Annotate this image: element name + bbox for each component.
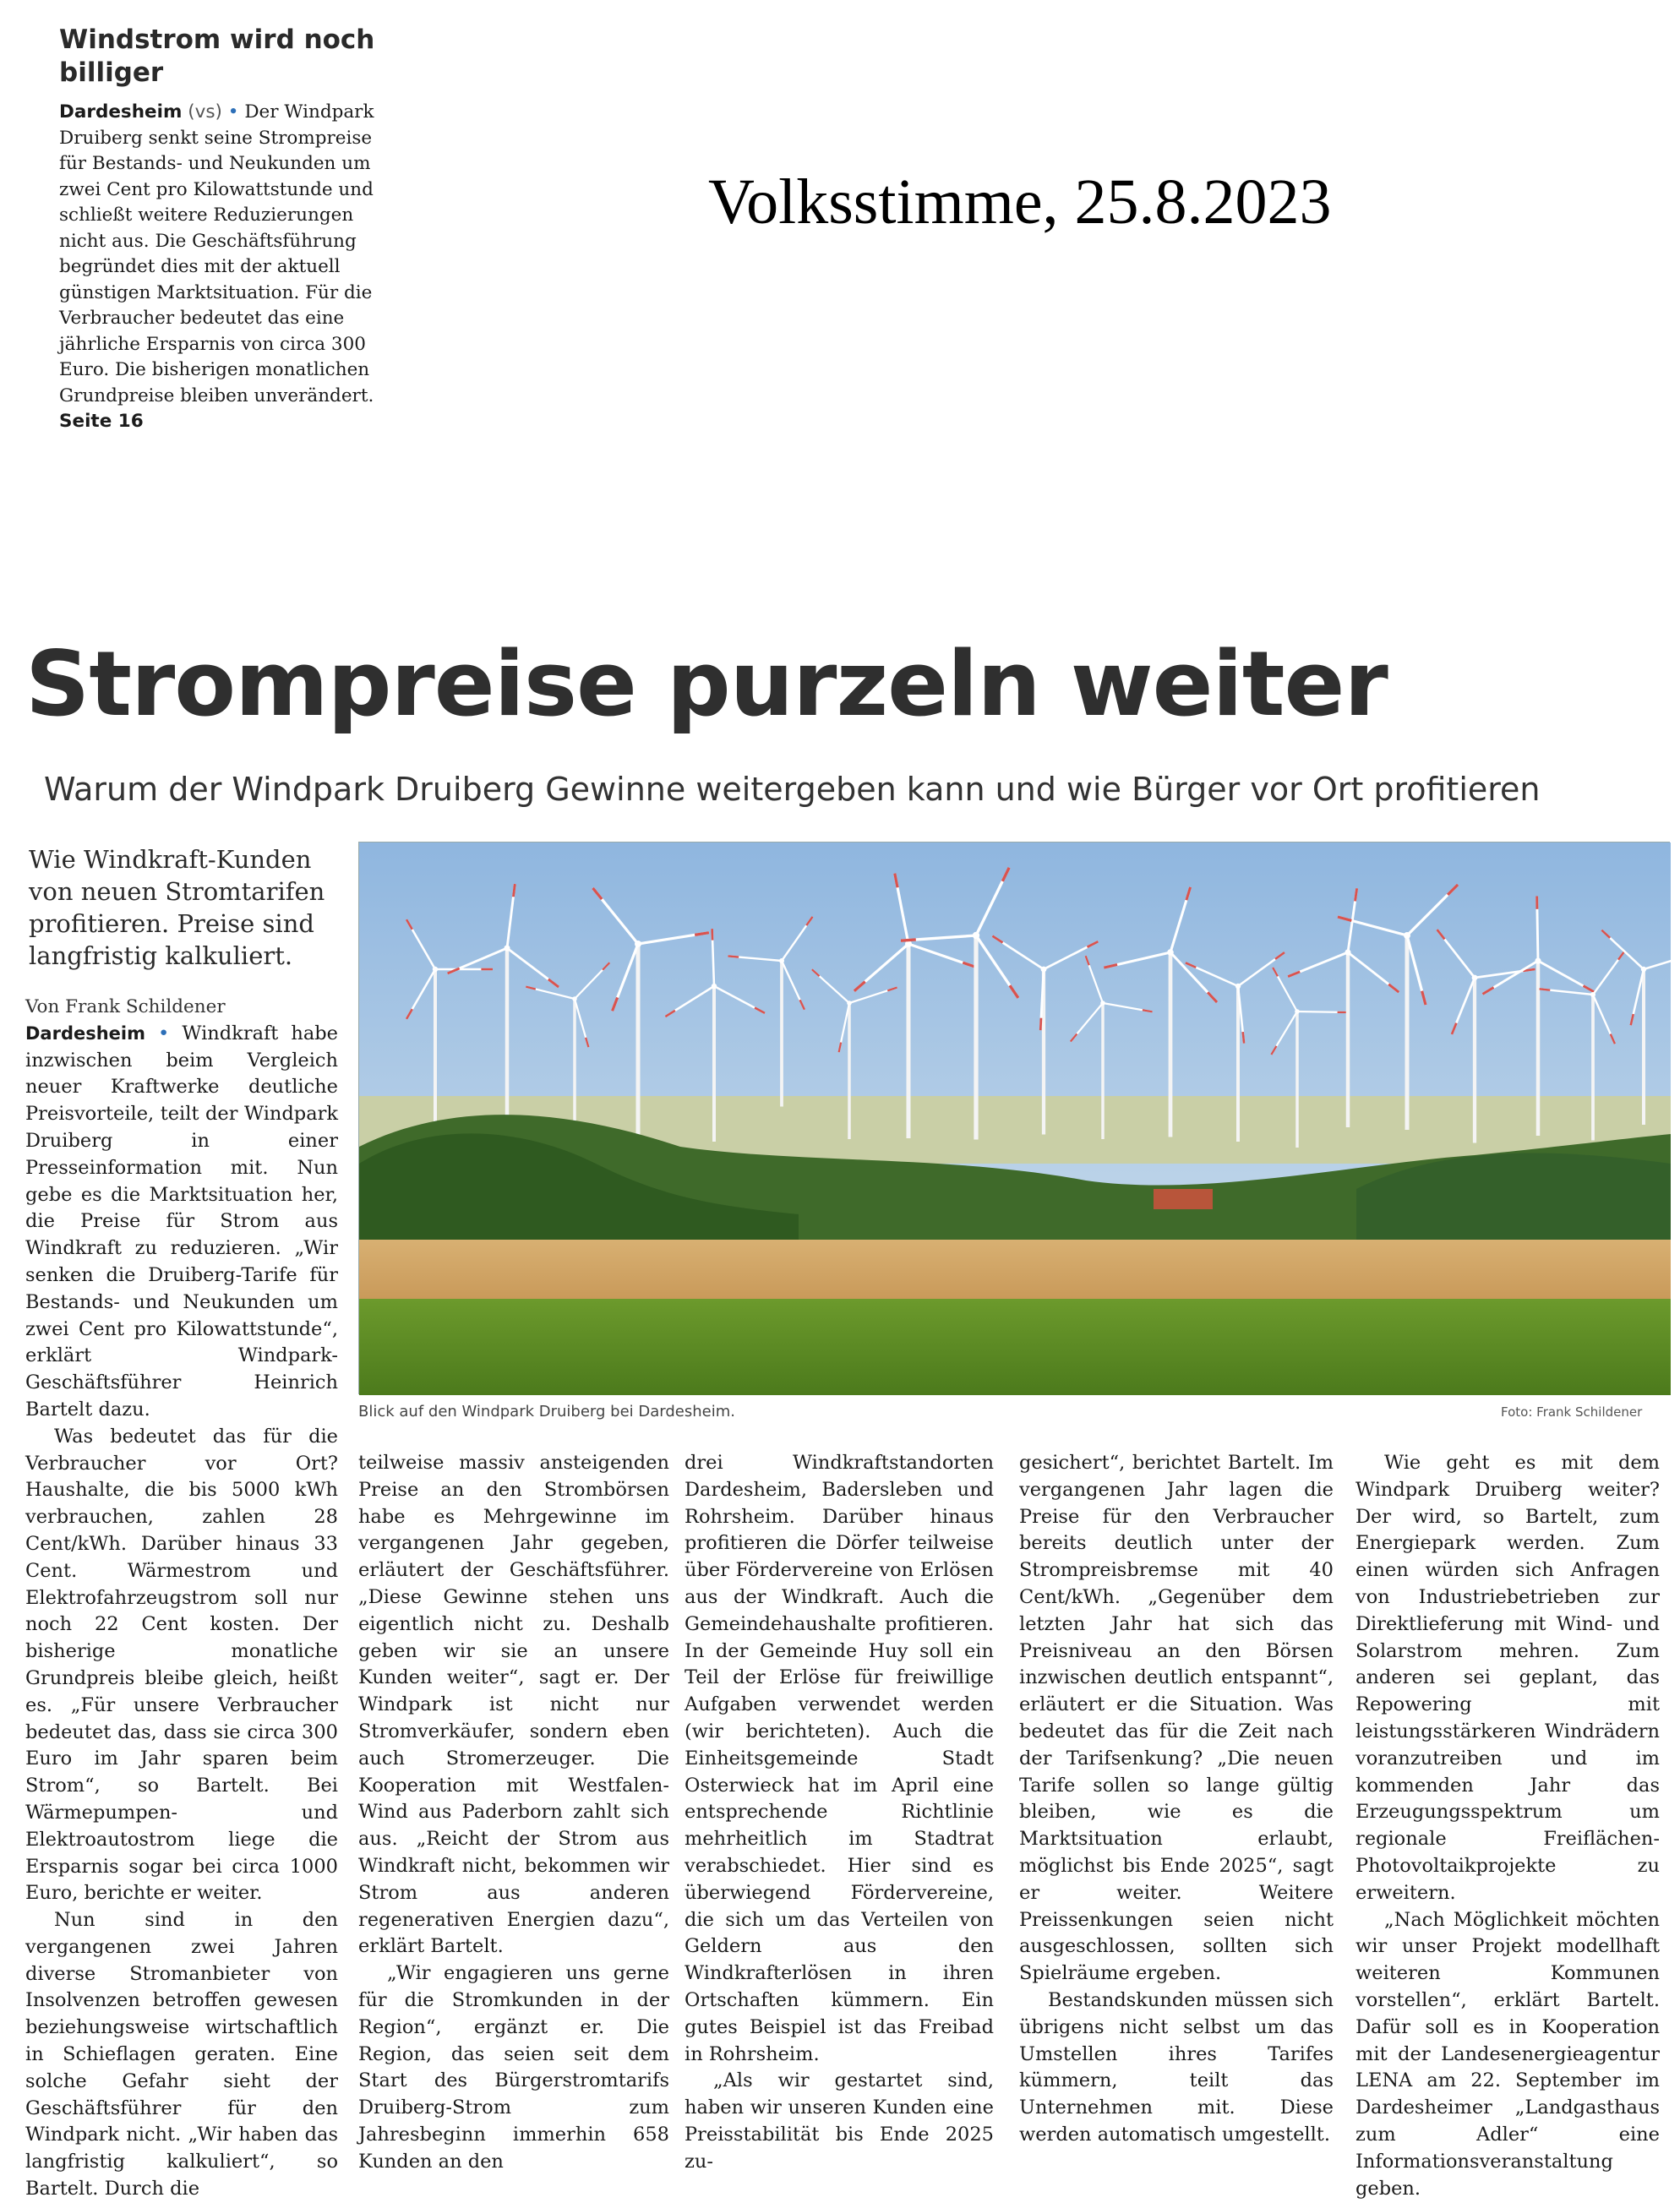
wind-park-illustration [359,842,1671,1395]
article-subheadline: Warum der Windpark Druiberg Gewinne weitergeben kann und wie Bürger vor Ort profitieren [44,771,1541,808]
col1-text-1: Windkraft habe inzwischen beim Vergleich neuer Kraftwerke deutliche Preisvorteile, teilt der Windpark Druiberg in einer Presseinformation mit. Nun gebe es die Marktsituation her, die Preise für Strom aus Windkraft zu reduzieren. „Wir senken die Druiberg-Tarife für Bestands- und Neukunden um zwei Cent pro Kilowattstunde“, erklärt Windpark-Geschäftsführer Heinrich Bartelt dazu. [25,1022,338,1420]
col2-paragraph-2: „Wir engagieren uns gerne für die Stromkunden in der Region“, ergänzt er. Die Region, das seien seit dem Start des Bürgerstromtarifs Druiberg-Strom zum Jahresbeginn immerhin 658 Kunden an den [358,1960,669,2175]
col5-paragraph-1: Wie geht es mit dem Windpark Druiberg weiter? Der wird, so Bartelt, zum Energiepark werden. Zum einen würden sich Anfragen von Industriebetrieben zur Direktlieferung mit Wind- und Solarstrom mehren. Zum anderen sei geplant, das Repowering mit leistungsstärkeren Windrädern voranzutreiben und im kommenden Jahr das Erzeugungsspektrum um regionale Freiflächen-Photovoltaikprojekte zu erweitern. [1355,1450,1660,1907]
dateline-bullet: • [158,1022,169,1044]
teaser-page-ref: Seite 16 [59,411,144,432]
photo-credit: Foto: Frank Schildener [1501,1404,1642,1420]
teaser-source: (vs) [188,101,222,123]
col3-paragraph-2: „Als wir gestartet sind, haben wir unseren Kunden eine Preisstabilität bis Ende 2025 zu- [685,2068,994,2175]
col1-paragraph-3: Nun sind in den vergangenen zwei Jahren diverse Stromanbieter von Insolvenzen betroffen gewesen beziehungsweise wirtschaftlich in Schieflagen geraten. Eine solche Gefahr sieht der Geschäftsführer für den Windpark nicht. „Wir haben das langfristig kalkuliert“, so Bartelt. Durch die [25,1907,338,2203]
col3-paragraph-1: drei Windkraftstandorten Dardesheim, Badersleben und Rohrsheim. Darüber hinaus profitieren die Dörfer teilweise über Fördervereine von Erlösen aus der Windkraft. Auch die Gemeindehaushalte profitieren. In der Gemeinde Huy soll ein Teil der Erlöse für freiwillige Aufgaben verwendet werden (wir berichteten). Auch die Einheitsgemeinde Stadt Osterwieck hat im April eine entsprechende Richtlinie mehrheitlich im Stadtrat verabschiedet. Hier sind es überwiegend Fördervereine, die sich um das Verteilen von Geldern aus den Windkrafterlösen in ihren Ortschaften kümmern. Ein gutes Beispiel ist das Freibad in Rohrsheim. [685,1450,994,2068]
article-byline: Von Frank Schildener [25,994,338,1021]
col2-paragraph-1: teilweise massiv ansteigenden Preise an den Strombörsen habe es Mehrgewinne im vergangenen Jahr gegeben, erläutert der Geschäftsführer. „Diese Gewinne stehen uns eigentlich nicht zu. Deshalb geben wir sie an unsere Kunden weiter“, sagt er. Der Windpark ist nicht nur Stromverkäufer, sondern eben auch Stromerzeuger. Die Kooperation mit Westfalen-Wind aus Paderborn zahlt sich aus. „Reicht der Strom aus Windkraft nicht, bekommen wir Strom aus anderen regenerativen Energien dazu“, erklärt Bartelt. [358,1450,669,1960]
article-column-5 [1355,1450,1660,2202]
teaser-box [59,24,389,435]
article-lead: Wie Windkraft-Kunden von neuen Stromtarifen profitieren. Preise sind langfristig kalkuliert. [29,843,350,972]
teaser-body [59,100,389,435]
article-column-4 [1019,1450,1334,2149]
col4-paragraph-1: gesichert“, berichtet Bartelt. Im vergangenen Jahr lagen die Preise für den Verbraucher bereits deutlich unter der Strompreisbremse mit 40 Cent/kWh. „Gegenüber dem letzten Jahr hat sich das Preisniveau an den Börsen inzwischen deutlich entspannt“, erläutert er die Situation. Was bedeutet das für die Zeit nach der Tarifsenkung? „Die neuen Tarife sollen so lange gültig bleiben, wie es die Marktsituation erlaubt, möglichst bis Ende 2025“, sagt er weiter. Weitere Preissenkungen seien nicht ausgeschlossen, sollten sich Spielräume ergeben. [1019,1450,1334,1988]
wind-park-photo [358,842,1670,1394]
col1-paragraph-2: Was bedeutet das für die Verbraucher vor Ort? Haushalte, die bis 5000 kWh verbrauchen, zahlen 28 Cent/kWh. Darüber hinaus 33 Cent. Wärmestrom und Elektrofahrzeugstrom soll nur noch 22 Cent kosten. Der bisherige monatliche Grundpreis bleibe gleich, heißt es. „Für unsere Verbraucher bedeutet das, dass sie circa 300 Euro im Jahr sparen beim Strom“, so Bartelt. Bei Wärmepumpen- und Elektroautostrom liege die Ersparnis sogar bei circa 1000 Euro, berichte er weiter. [25,1424,338,1907]
article-column-3 [685,1450,994,2176]
teaser-text: Der Windpark Druiberg senkt seine Strompreise für Bestands- und Neukunden um zwei Cent pro Kilowattstunde und schließt weitere Reduzierungen nicht aus. Die Geschäftsführung begründet dies mit der aktuell günstigen Marktsituation. Für die Verbraucher bedeutet das eine jährliche Ersparnis von circa 300 Euro. Die bisherigen monatlichen Grundpreise bleiben unverändert. [59,101,374,406]
col4-paragraph-2: Bestandskunden müssen sich übrigens nicht selbst um das Umstellen ihres Tarifes kümmern, teilt das Unternehmen mit. Diese werden automatisch umgestellt. [1019,1988,1334,2149]
col5-paragraph-2: „Nach Möglichkeit möchten wir unser Projekt modellhaft weiteren Kommunen vorstellen“, erklärt Bartelt. Dafür soll es in Kooperation mit der Landesenergieagentur LENA am 22. September im Dardesheimer „Landgasthaus zum Adler“ eine Informationsveranstaltung geben. [1355,1907,1660,2203]
col1-paragraph-1 [25,1021,338,1424]
teaser-bullet: • [228,101,239,123]
teaser-location: Dardesheim [59,101,182,123]
article-headline: Strompreise purzeln weiter [25,632,1388,736]
teaser-headline: Windstrom wird noch billiger [59,24,389,90]
article-column-2 [358,1450,669,2176]
source-stamp: Volksstimme, 25.8.2023 [708,166,1332,239]
article-column-1 [25,994,338,2203]
article-dateline: Dardesheim [25,1023,145,1044]
photo-caption: Blick auf den Windpark Druiberg bei Dardesheim. [358,1403,735,1420]
